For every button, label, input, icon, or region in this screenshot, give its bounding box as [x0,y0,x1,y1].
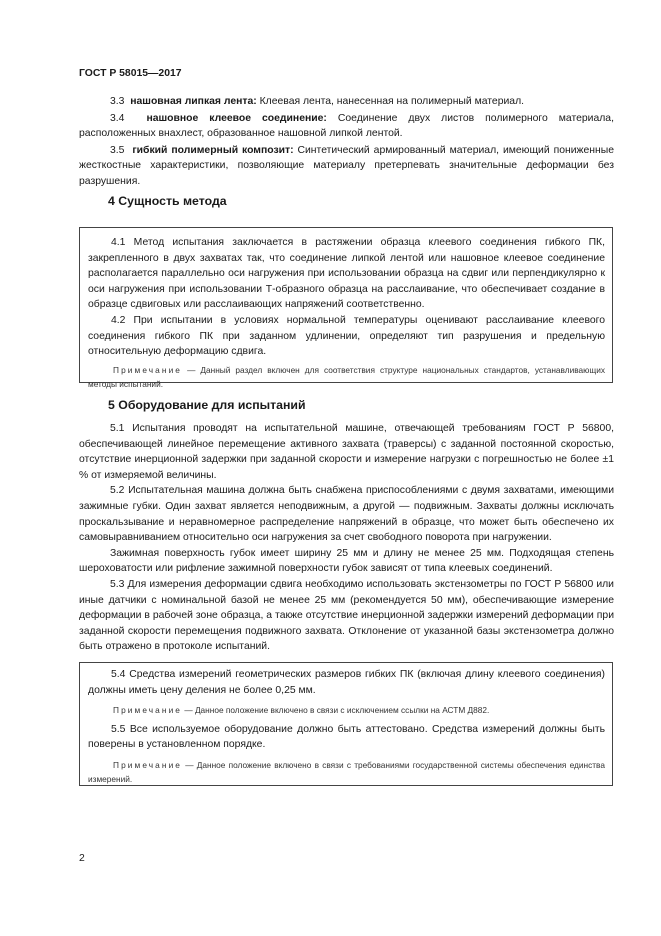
section-4-heading: 4 Сущность метода [108,194,227,208]
section-5-5-note: Примечание — Данное положение включено в связи с требованиями государственной системы обеспечения единства измерений. [88,759,605,785]
definition-3-4: 3.4 нашовное клеевое соединение: Соединение двух листов полимерного материала, расположенных внахлест, образованное нашовной липкой лентой. [79,112,614,140]
section-4-p2: 4.2 При испытании в условиях нормальной температуры оценивают расслаивание клеевого соединения гибкого ПК при заданном удлинении, определяют тип разрушения и предельную относительную деформацию сдвига. [88,314,605,358]
section-5-4: 5.4 Средства измерений геометрических размеров гибких ПК (включая длину клеевого соединения) должны иметь цену деления не более 0,25 мм. [88,669,605,696]
section-5-heading: 5 Оборудование для испытаний [108,398,306,412]
definition-3-5: 3.5 гибкий полимерный композит: Синтетический армированный материал, имеющий пониженные жесткостные характеристики, позволяющие материалу претерпевать значительные деформации без разрушения. [79,144,614,187]
section-5-body [79,421,614,655]
section-5-p4: 5.3 Для измерения деформации сдвига необходимо использовать экстензометры по ГОСТ Р 56800 или иные датчики с номинальной базой не менее 25 мм (рекомендуется 50 мм), обеспечивающие измерение деформации в рабочей зоне образца, а также отсутствие инерционной задержки измерений деформации при заданной скорости перемещения подвижного захвата. Отклонение от указанной базы экстензометра должно быть отражено в протоколе испытаний. [79,578,614,653]
section-5-4-note: Примечание — Данное положение включено в связи с исключением ссылки на АСТМ Д882. [113,705,490,716]
page-number: 2 [79,853,85,864]
section-5-p1: 5.1 Испытания проводят на испытательной машине, отвечающей требованиям ГОСТ Р 56800, обеспечивающей линейное перемещение активного захвата (траверсы) с заданной постоянной скоростью, отсутствие инерционной задержки при заданной скорости и измерение нагрузки с погрешностью не более ±1 % от измеряемой величины. [79,423,614,481]
section-5-p2: 5.2 Испытательная машина должна быть снабжена приспособлениями с двумя захватами, имеющими зажимные губки. Один захват является неподвижным, а другой — подвижным. Захваты должны исключать проскальзывание и неравномерное распределение напряжений в образце, что может быть обеспечено их самовыравниванием относительно оси нагружения за счет свободного поворота при нагружении. [79,485,614,544]
section-5-box [79,662,613,786]
section-5-p3: Зажимная поверхность губок имеет ширину 25 мм и длину не менее 25 мм. Подходящая степень шероховатости или рифление зажимной поверхности губок зависят от типа клеевых соединений. [79,547,614,575]
document-header: ГОСТ Р 58015—2017 [79,68,182,79]
definitions-block [79,94,614,190]
section-4-note: Примечание — Данный раздел включен для соответствия структуре национальных стандартов, устанавливающих методы испытаний. [88,364,605,390]
definition-3-3: 3.3 нашовная липкая лента: Клеевая лента, нанесенная на полимерный материал. [110,96,525,107]
section-4-p1: 4.1 Метод испытания заключается в растяжении образца клеевого соединения гибкого ПК, закрепленного в двух захватах так, что соединение липкой лентой или нашовное клеевое соединение располагается параллельно оси нагружения при использовании образца на сдвиг или перпендикулярно к оси нагружения при использовании Т-образного образца на расслаивание, что обеспечивает создание в образце сдвиговых или расслаивающих напряжений соответственно. [88,237,605,311]
section-4-box [79,227,613,390]
section-5-5: 5.5 Все используемое оборудование должно быть аттестовано. Средства измерений должны быть поверены в установленном порядке. [88,723,605,751]
